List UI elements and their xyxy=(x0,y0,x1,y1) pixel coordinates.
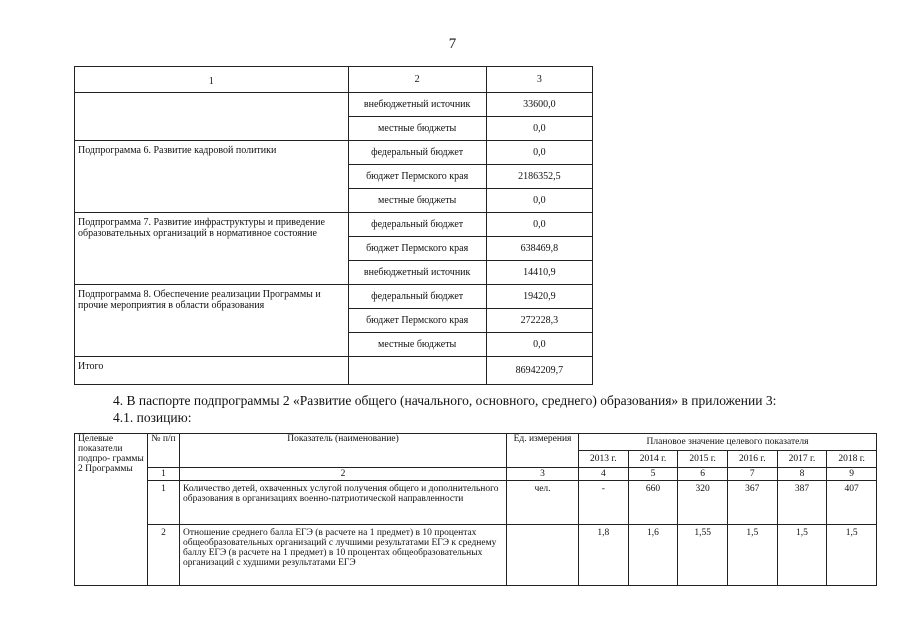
column-number: 3 xyxy=(507,468,579,481)
source-cell: местные бюджеты xyxy=(348,333,486,357)
value-cell: 272228,3 xyxy=(486,309,592,333)
table-row xyxy=(75,213,593,237)
header-cell: 1 xyxy=(75,67,349,93)
value-cell: 2186352,5 xyxy=(486,165,592,189)
source-cell: федеральный бюджет xyxy=(348,285,486,309)
indicator-table xyxy=(74,433,877,586)
year-header: 2013 г. xyxy=(579,451,629,468)
page-number: 7 xyxy=(448,36,457,52)
year-header: 2017 г. xyxy=(777,451,827,468)
indicator-value: 1,5 xyxy=(777,525,827,586)
value-cell: 19420,9 xyxy=(486,285,592,309)
indicator-value: 1,5 xyxy=(727,525,777,586)
column-number: 9 xyxy=(827,468,877,481)
program-cell: Подпрограмма 8. Обеспечение реализации Программы и прочие мероприятия в области образования xyxy=(75,285,349,357)
column-number-row xyxy=(75,468,877,481)
column-number: 4 xyxy=(579,468,629,481)
source-cell: внебюджетный источник xyxy=(348,261,486,285)
indicator-unit: чел. xyxy=(507,481,579,525)
indicator-name: Отношение среднего балла ЕГЭ (в расчете на 1 предмет) в 10 процентах общеобразовательных организаций с лучшими результатами ЕГЭ к среднему баллу ЕГЭ (в расчете на 1 предмет) в 10 процентах общеобразовательных организаций с худшими результатами ЕГЭ xyxy=(180,525,507,586)
source-cell: федеральный бюджет xyxy=(348,141,486,165)
year-header: 2014 г. xyxy=(628,451,678,468)
finance-table xyxy=(74,66,593,385)
source-cell: федеральный бюджет xyxy=(348,213,486,237)
source-cell: местные бюджеты xyxy=(348,189,486,213)
source-cell: бюджет Пермского края xyxy=(348,237,486,261)
indicator-value: 1,8 xyxy=(579,525,629,586)
total-source-cell xyxy=(348,357,486,385)
program-cell xyxy=(75,93,349,141)
indicator-value: 660 xyxy=(628,481,678,525)
total-row xyxy=(75,357,593,385)
table-row xyxy=(75,285,593,309)
header-cell: 3 xyxy=(486,67,592,93)
total-label: Итого xyxy=(75,357,349,385)
column-number: 2 xyxy=(180,468,507,481)
table-header-row xyxy=(75,434,877,451)
program-cell: Подпрограмма 6. Развитие кадровой политики xyxy=(75,141,349,213)
indicator-unit xyxy=(507,525,579,586)
total-value: 86942209,7 xyxy=(486,357,592,385)
year-header: 2016 г. xyxy=(727,451,777,468)
amendment-subparagraph: 4.1. позицию: xyxy=(113,410,192,425)
header-plan: Плановое значение целевого показателя xyxy=(579,434,877,451)
value-cell: 14410,9 xyxy=(486,261,592,285)
source-cell: внебюджетный источник xyxy=(348,93,486,117)
value-cell: 33600,0 xyxy=(486,93,592,117)
row-number: 1 xyxy=(148,481,180,525)
indicator-value: 367 xyxy=(727,481,777,525)
header-unit: Ед. измерения xyxy=(507,434,579,468)
value-cell: 0,0 xyxy=(486,141,592,165)
year-header: 2015 г. xyxy=(678,451,728,468)
indicator-value: 320 xyxy=(678,481,728,525)
table-row xyxy=(75,525,877,586)
indicator-value: 1,55 xyxy=(678,525,728,586)
indicator-value: - xyxy=(579,481,629,525)
amendment-paragraph: 4. В паспорте подпрограммы 2 «Развитие общего (начального, основного, среднего) образования» в приложении 3: xyxy=(113,393,777,408)
column-number: 7 xyxy=(727,468,777,481)
header-name: Показатель (наименование) xyxy=(180,434,507,468)
source-cell: местные бюджеты xyxy=(348,117,486,141)
program-cell: Подпрограмма 7. Развитие инфраструктуры и приведение образовательных организаций в нормативное состояние xyxy=(75,213,349,285)
header-cell: 2 xyxy=(348,67,486,93)
value-cell: 638469,8 xyxy=(486,237,592,261)
indicator-value: 1,5 xyxy=(827,525,877,586)
indicator-name: Количество детей, охваченных услугой получения общего и дополнительного образования в организациях военно-патриотической направленности xyxy=(180,481,507,525)
value-cell: 0,0 xyxy=(486,117,592,141)
header-number: № п/п xyxy=(148,434,180,468)
indicator-value: 1,6 xyxy=(628,525,678,586)
indicator-value: 407 xyxy=(827,481,877,525)
year-header: 2018 г. xyxy=(827,451,877,468)
table-header-row xyxy=(75,67,593,93)
column-number: 1 xyxy=(148,468,180,481)
source-cell: бюджет Пермского края xyxy=(348,309,486,333)
value-cell: 0,0 xyxy=(486,213,592,237)
column-number: 8 xyxy=(777,468,827,481)
table-row xyxy=(75,141,593,165)
table-row xyxy=(75,93,593,117)
value-cell: 0,0 xyxy=(486,333,592,357)
value-cell: 0,0 xyxy=(486,189,592,213)
table-row xyxy=(75,481,877,525)
indicator-value: 387 xyxy=(777,481,827,525)
target-indicators-cell: Целевые показатели подпро- граммы 2 Программы xyxy=(75,434,148,586)
column-number: 6 xyxy=(678,468,728,481)
row-number: 2 xyxy=(148,525,180,586)
column-number: 5 xyxy=(628,468,678,481)
source-cell: бюджет Пермского края xyxy=(348,165,486,189)
